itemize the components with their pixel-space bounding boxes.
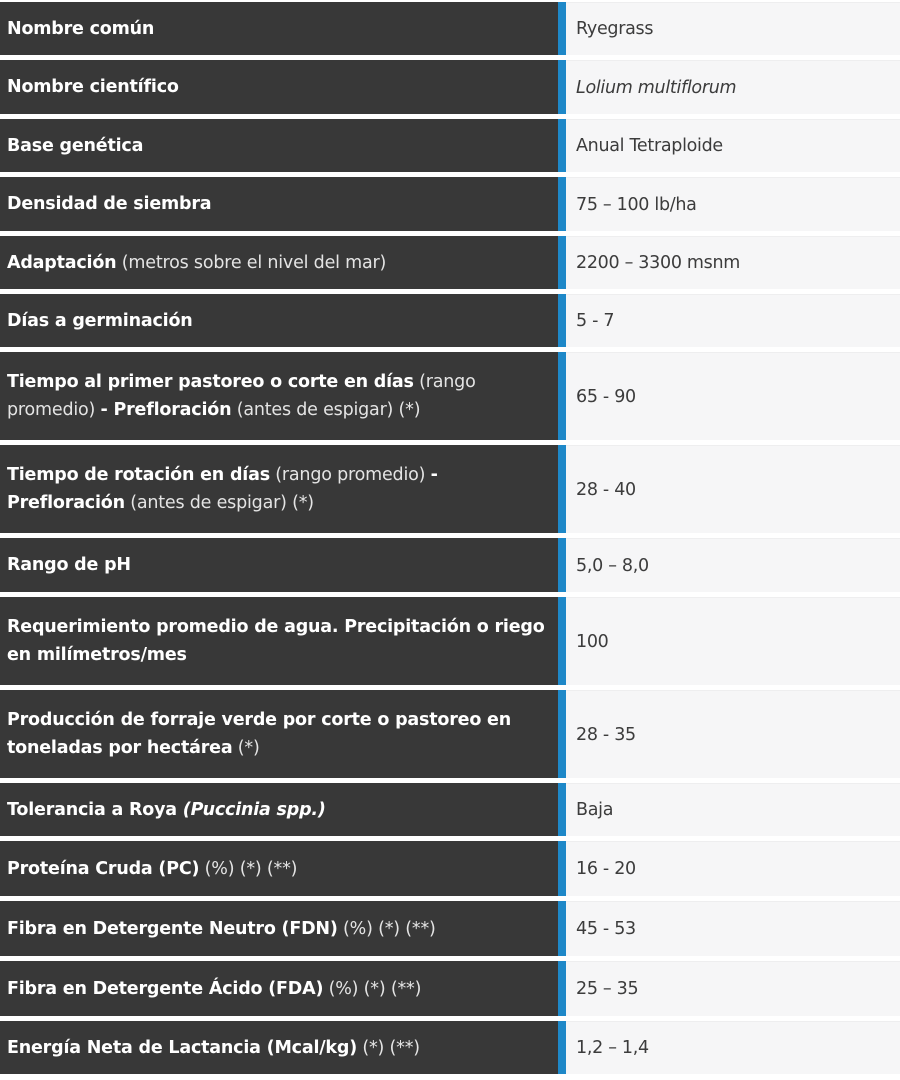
- label-light-text: (rango promedio): [7, 372, 476, 420]
- label-bold-text: Densidad de siembra: [7, 194, 212, 214]
- label-light-text: (antes de espigar) (*): [124, 493, 314, 513]
- label-bold-text: Tiempo al primer pastoreo o corte en días: [7, 372, 414, 392]
- table-row-adaptacion: [0, 236, 900, 289]
- label-bold-text: Energía Neta de Lactancia (Mcal/kg): [7, 1037, 357, 1058]
- row-label: [0, 236, 558, 289]
- row-value: 5 - 7: [566, 294, 900, 347]
- table-row-densidad-siembra: [0, 177, 900, 231]
- accent-stripe: [558, 597, 566, 685]
- table-row-rango-ph: [0, 538, 900, 592]
- row-label: [0, 60, 558, 114]
- label-light-text: (%) (*) (**): [323, 978, 422, 999]
- accent-stripe: [558, 445, 566, 533]
- row-value: 28 - 35: [566, 690, 900, 778]
- label-light-text: (*): [232, 738, 260, 758]
- table-row-tiempo-primer-pastoreo: [0, 352, 900, 440]
- row-value: 28 - 40: [566, 445, 900, 533]
- row-label: [0, 445, 558, 533]
- table-row-fdn: [0, 901, 900, 956]
- table-row-tolerancia-roya: [0, 783, 900, 836]
- row-value: 100: [566, 597, 900, 685]
- row-value: 25 – 35: [566, 961, 900, 1016]
- accent-stripe: [558, 236, 566, 289]
- row-label: [0, 783, 558, 836]
- label-bold-text: Nombre común: [7, 18, 155, 39]
- table-row-energia-neta: [0, 1021, 900, 1074]
- label-light-text: (%) (*) (**): [199, 858, 298, 879]
- label-bold-text: Requerimiento promedio de agua. Precipitación o riego en milímetros/mes: [7, 617, 545, 665]
- label-bold-text: Producción de forraje verde por corte o pastoreo en toneladas por hectárea: [7, 710, 511, 758]
- row-label: [0, 1021, 558, 1074]
- row-value: 2200 – 3300 msnm: [566, 236, 900, 289]
- label-bold-text: Proteína Cruda (PC): [7, 858, 200, 879]
- accent-stripe: [558, 177, 566, 231]
- row-value: Lolium multiflorum: [566, 60, 900, 114]
- label-bold-text: Tiempo de rotación en días: [7, 465, 270, 485]
- table-row-base-genetica: [0, 119, 900, 172]
- table-row-produccion-forraje: [0, 690, 900, 778]
- table-row-requerimiento-agua: [0, 597, 900, 685]
- label-light-text: (metros sobre el nivel del mar): [116, 252, 387, 273]
- accent-stripe: [558, 690, 566, 778]
- row-label: [0, 901, 558, 956]
- label-italic-text: (Puccinia spp.): [182, 799, 326, 820]
- row-value: 45 - 53: [566, 901, 900, 956]
- row-label: [0, 177, 558, 231]
- row-value: 5,0 – 8,0: [566, 538, 900, 592]
- table-row-nombre-comun: [0, 2, 900, 55]
- table-row-proteina-cruda: [0, 841, 900, 896]
- table-row-nombre-cientifico: [0, 60, 900, 114]
- row-value: 65 - 90: [566, 352, 900, 440]
- label-light-text: (%) (*) (**): [337, 918, 436, 939]
- table-row-tiempo-rotacion: [0, 445, 900, 533]
- row-label: [0, 597, 558, 685]
- accent-stripe: [558, 841, 566, 896]
- accent-stripe: [558, 352, 566, 440]
- row-value: 16 - 20: [566, 841, 900, 896]
- label-bold-text: Adaptación: [7, 252, 117, 273]
- label-light-text: (antes de espigar) (*): [231, 400, 421, 420]
- accent-stripe: [558, 538, 566, 592]
- row-label: [0, 2, 558, 55]
- label-bold-text: Tolerancia a Roya: [7, 799, 183, 820]
- accent-stripe: [558, 1021, 566, 1074]
- label-bold-text: Fibra en Detergente Neutro (FDN): [7, 918, 338, 939]
- row-label: [0, 690, 558, 778]
- table-row-fda: [0, 961, 900, 1016]
- row-label: [0, 841, 558, 896]
- row-label: [0, 352, 558, 440]
- row-value: Baja: [566, 783, 900, 836]
- accent-stripe: [558, 783, 566, 836]
- label-bold-text: Base genética: [7, 135, 144, 156]
- accent-stripe: [558, 901, 566, 956]
- label-bold-text: Fibra en Detergente Ácido (FDA): [7, 978, 324, 999]
- row-value: 1,2 – 1,4: [566, 1021, 900, 1074]
- label-light-text: (*) (**): [357, 1037, 420, 1058]
- accent-stripe: [558, 294, 566, 347]
- row-label: [0, 538, 558, 592]
- accent-stripe: [558, 119, 566, 172]
- label-bold-text: - Prefloración: [100, 400, 232, 420]
- row-value: Anual Tetraploide: [566, 119, 900, 172]
- row-value: 75 – 100 lb/ha: [566, 177, 900, 231]
- label-light-text: (rango promedio): [269, 465, 431, 485]
- label-bold-text: Nombre científico: [7, 77, 179, 97]
- label-bold-text: Rango de pH: [7, 555, 131, 575]
- row-label: [0, 961, 558, 1016]
- label-bold-text: - Prefloración: [7, 465, 438, 513]
- label-bold-text: Días a germinación: [7, 310, 193, 331]
- row-label: [0, 119, 558, 172]
- table-row-dias-germinacion: [0, 294, 900, 347]
- accent-stripe: [558, 961, 566, 1016]
- accent-stripe: [558, 60, 566, 114]
- row-value: Ryegrass: [566, 2, 900, 55]
- accent-stripe: [558, 2, 566, 55]
- row-label: [0, 294, 558, 347]
